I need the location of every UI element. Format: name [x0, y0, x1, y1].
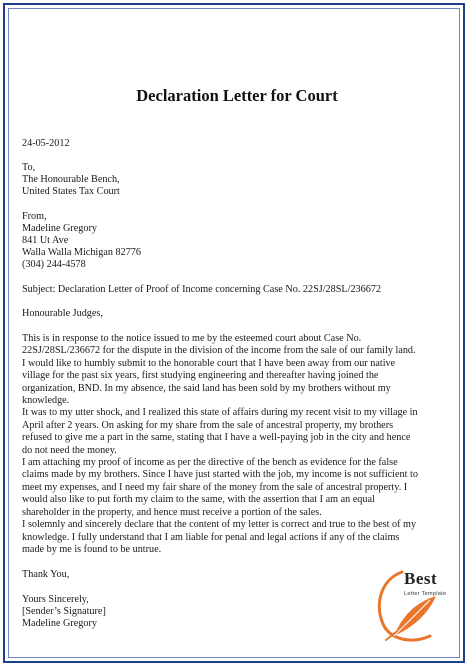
recipient-line: United States Tax Court	[22, 186, 120, 197]
subject-line: Subject: Declaration Letter of Proof of Income concerning Case No. 22SJ/28SL/236672	[22, 284, 382, 295]
body-line: It was to my utter shock, and I realized this state of affairs during my recent visit to my village in	[22, 407, 418, 419]
document-title: Declaration Letter for Court	[136, 86, 338, 105]
body-line: do not need the money.	[22, 444, 117, 456]
body-line: claims made by my brothers. Since I have just started with the job, my income is not sufficient to	[22, 469, 418, 481]
letter-date: 24-05-2012	[22, 138, 70, 149]
body-line: knowledge. I fully understand that I am liable for penal and legal actions if any of the claims	[22, 531, 400, 543]
body-line: made by me is found to be untrue.	[22, 543, 162, 555]
body-line: would also like to put forth my claim to the same, with the assertion that I am an equal	[22, 494, 375, 506]
closing-line: Yours Sincerely,	[22, 594, 89, 605]
body-line: 22SJ/28SL/236672 for the dispute in the division of the income from the sale of our family land.	[22, 345, 416, 357]
sender-phone: (304) 244-4578	[22, 259, 86, 270]
body-line: meet my expenses, and I need my fair share of the money from the sale of ancestral property. I	[22, 481, 408, 493]
logo-tagline: Letter Template	[404, 591, 447, 597]
body-line: April after 2 years. On asking for my share from the sale of ancestral property, my brothers	[22, 419, 394, 431]
thanks-line: Thank You,	[22, 569, 70, 580]
body-line: This is in response to the notice issued to me by the esteemed court about Case No.	[22, 333, 362, 344]
body-line: organization, BND. In my absence, the said land has been sold by my brothers without my	[22, 382, 391, 394]
signature-placeholder: [Sender’s Signature]	[22, 606, 106, 617]
sender-city: Walla Walla Michigan 82776	[22, 247, 141, 258]
sender-label: From,	[22, 211, 47, 222]
body-line: refused to give me a part in the same, stating that I have a well-paying job in the city and hence	[22, 432, 411, 444]
sender-name: Madeline Gregory	[22, 223, 97, 234]
body-line: shareholder in the property, and hence must receive a portion of the sales.	[22, 506, 322, 518]
brand-logo	[372, 566, 462, 646]
body-line: I solemnly and sincerely declare that the content of my letter is correct and true to the best of my	[22, 519, 417, 531]
signer-name: Madeline Gregory	[22, 618, 97, 629]
body-line: I am attaching my proof of income as per the directive of the bench as evidence for the false	[22, 457, 398, 469]
recipient-label: To,	[22, 162, 36, 173]
body-line: knowledge.	[22, 395, 70, 407]
letter-body	[22, 333, 456, 556]
body-line: village for the past six years, first studying engineering and thereafter having joined the	[22, 370, 379, 382]
sender-street: 841 Ut Ave	[22, 235, 69, 246]
logo-wordmark: Best	[404, 569, 438, 588]
body-line: I would like to humbly submit to the honorable court that I have been away from our native	[22, 357, 396, 369]
recipient-line: The Honourable Bench,	[22, 174, 120, 185]
salutation: Honourable Judges,	[22, 308, 103, 319]
